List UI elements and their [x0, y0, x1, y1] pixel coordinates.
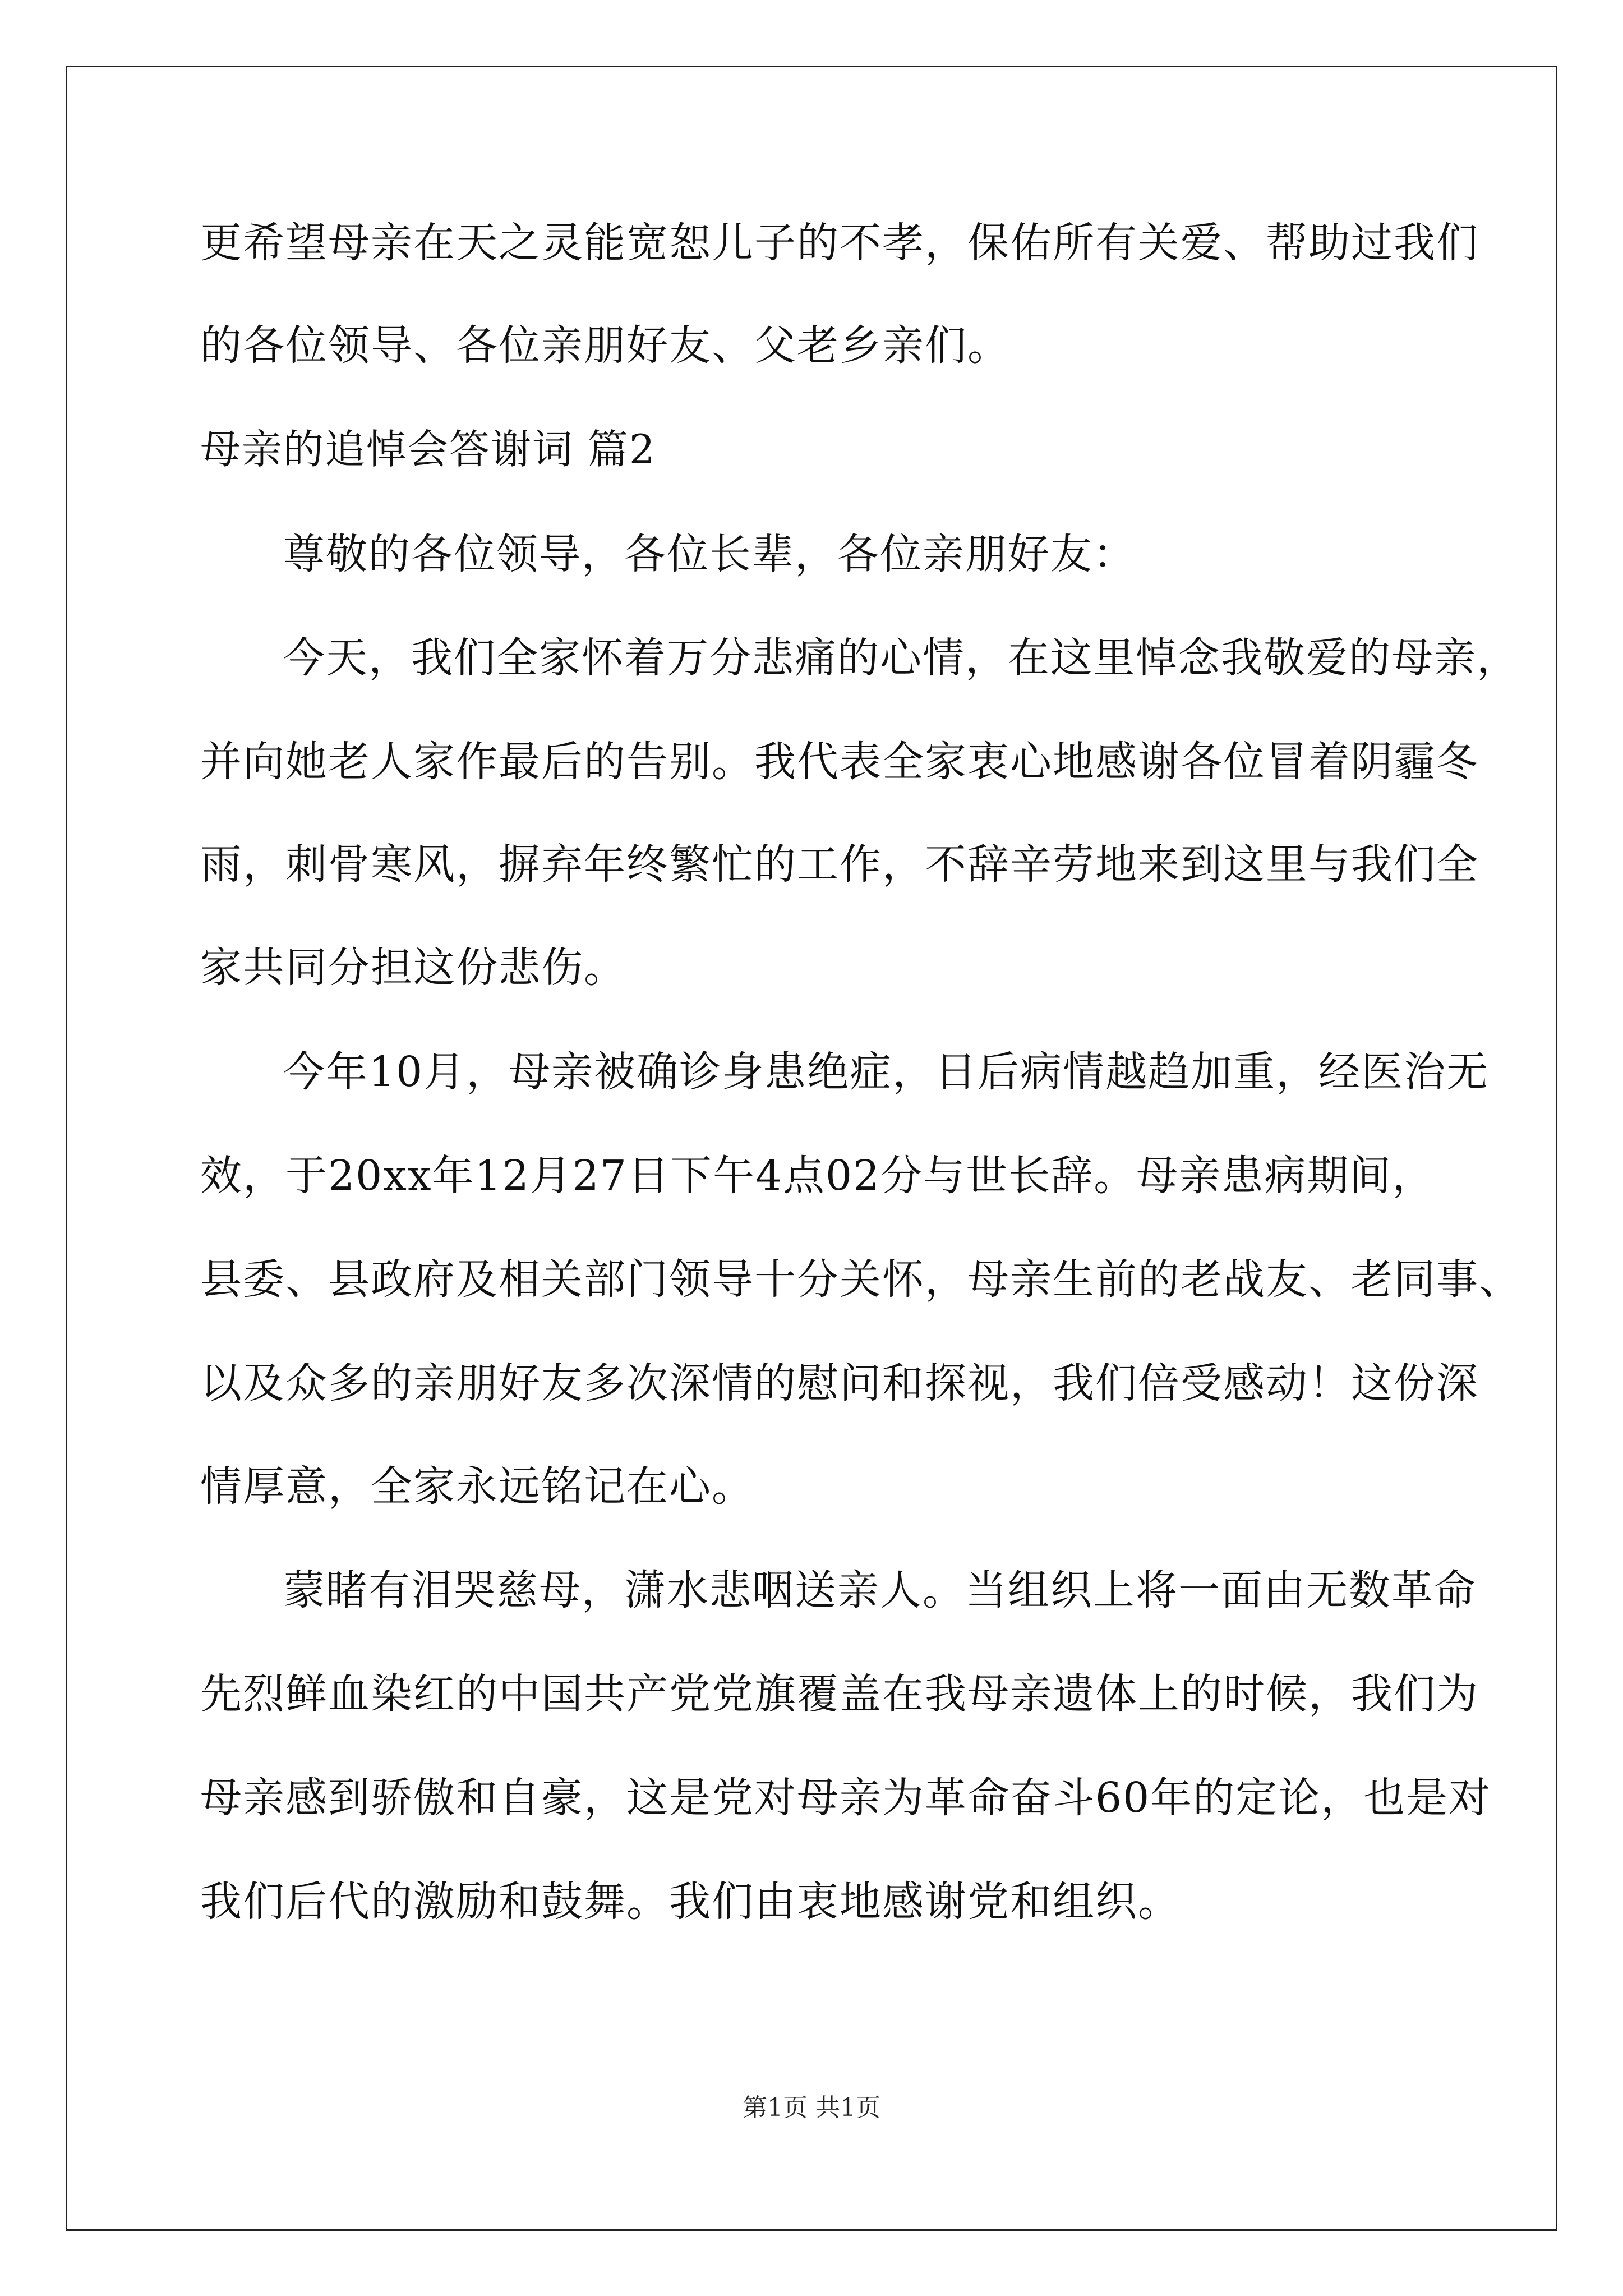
- paragraph-line: 并向她老人家作最后的告别。我代表全家衷心地感谢各位冒着阴霾冬: [200, 738, 1479, 786]
- paragraph-line: 县委、县政府及相关部门领导十分关怀，母亲生前的老战友、老同事、: [200, 1255, 1521, 1304]
- paragraph-line: 蒙睹有泪哭慈母，潇水悲咽送亲人。当组织上将一面由无数革命: [283, 1566, 1477, 1614]
- paragraph-line: 家共同分担这份悲伤。: [200, 944, 626, 992]
- paragraph-line: 今天，我们全家怀着万分悲痛的心情，在这里悼念我敬爱的母亲，: [283, 634, 1519, 682]
- paragraph-line: 的各位领导、各位亲朋好友、父老乡亲们。: [200, 321, 1010, 370]
- salutation: 尊敬的各位领导，各位长辈，各位亲朋好友：: [283, 530, 1136, 578]
- section-heading: 母亲的追悼会答谢词 篇2: [200, 426, 656, 473]
- paragraph-line: 我们后代的激励和鼓舞。我们由衷地感谢党和组织。: [200, 1878, 1181, 1926]
- paragraph-line: 今年10月，母亲被确诊身患绝症，日后病情越趋加重，经医治无: [283, 1048, 1490, 1096]
- page-number: 第1页 共1页: [743, 2093, 880, 2122]
- paragraph-line: 情厚意，全家永远铭记在心。: [200, 1462, 754, 1511]
- paragraph-line: 母亲感到骄傲和自豪，这是党对母亲为革命奋斗60年的定论，也是对: [200, 1774, 1492, 1822]
- paragraph-line: 先烈鲜血染红的中国共产党党旗覆盖在我母亲遗体上的时候，我们为: [200, 1670, 1479, 1718]
- paragraph-line: 更希望母亲在天之灵能宽恕儿子的不孝，保佑所有关爱、帮助过我们: [200, 219, 1479, 267]
- paragraph-line: 以及众多的亲朋好友多次深情的慰问和探视，我们倍受感动！这份深: [200, 1359, 1479, 1407]
- paragraph-line: 效，于20xx年12月27日下午4点02分与世长辞。母亲患病期间，: [200, 1152, 1435, 1200]
- paragraph-line: 雨，刺骨寒风，摒弃年终繁忙的工作，不辞辛劳地来到这里与我们全: [200, 840, 1479, 889]
